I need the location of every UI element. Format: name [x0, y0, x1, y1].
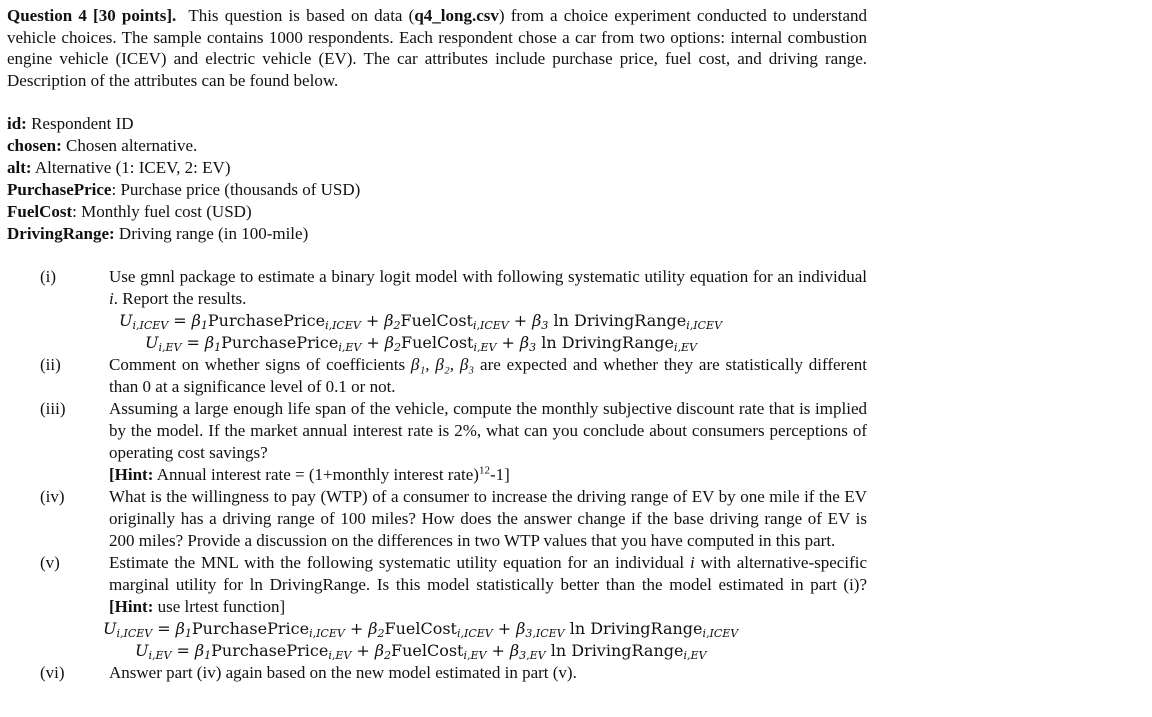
intro-text-1: This question is based on data ( — [188, 6, 415, 25]
part-ii: (ii) Comment on whether signs of coefficients β₁, β₂, β₃ are expected and whether they are statistically different than 0 at a significance level of 0.1 or not. — [40, 355, 867, 396]
def-alt: alt: Alternative (1: ICEV, 2: EV) — [7, 158, 231, 177]
equation-icev-1: $U_{i,ICEV}$ = $\beta_1PurchasePrice_{i,ICEV}$ + $\beta_2FuelCost_{i,ICEV} + \beta_3$ ln DrivingRange$_{i,ICEV}$ — [119, 311, 723, 332]
part-number: (i) — [40, 267, 57, 286]
part-vi: (vi) Answer part (iv) again based on the new model estimated in part (v). — [40, 663, 577, 682]
question-parts — [7, 266, 867, 684]
part-number: (vi) — [40, 663, 65, 682]
def-fuel-cost: FuelCost: Monthly fuel cost (USD) — [7, 202, 252, 221]
def-driving-range: DrivingRange: Driving range (in 100-mile) — [7, 224, 309, 243]
equation-ev-2: $U_{i,EV}$ = $\beta_1PurchasePrice_{i,EV}$ + $\beta_2FuelCost_{i,EV} + \beta_{3,EV}$ ln DrivingRange$_{i,EV}$ — [135, 641, 707, 662]
def-purchase-price: PurchasePrice: Purchase price (thousands of USD) — [7, 180, 361, 199]
part-iv: (iv) What is the willingness to pay (WTP) of a consumer to increase the driving range of EV by one mile if the EV originally has a driving range of 100 miles? How does the answer change if the base driving range of EV is 200 miles? Provide a discussion on the differences in two WTP values that you have computed in this part. — [40, 487, 867, 550]
def-id: id: Respondent ID — [7, 114, 134, 133]
question-label: Question 4 [30 points]. — [7, 6, 177, 25]
attribute-definitions — [7, 113, 867, 245]
part-number: (ii) — [40, 355, 61, 374]
question-intro — [7, 5, 867, 91]
part-number: (iii) — [40, 399, 66, 418]
part-iii: (iii) Assuming a large enough life span of the vehicle, compute the monthly subjective discount rate that is implied by the model. If the market annual interest rate is 2%, what can you conclude about consumers perceptions of operating cost savings? [Hint: Annual interest rate = (1+monthly interest rate)$^{12}$-1] — [40, 399, 867, 484]
part-i: (i) Use gmnl package to estimate a binary logit model with following systematic utility equation for an individual i. Report the results. — [40, 267, 867, 308]
data-filename: q4_long.csv — [414, 6, 499, 25]
part-number: (v) — [40, 553, 60, 572]
part-v: (v) Estimate the MNL with the following systematic utility equation for an individual i with alternative-specific marginal utility for ln DrivingRange. Is this model statistically better than the model estimated in part (i)? [Hint: use lrtest function] — [40, 553, 867, 616]
question-page — [7, 5, 867, 684]
part-number: (iv) — [40, 487, 65, 506]
equation-icev-2: $U_{i,ICEV}$ = $\beta_1PurchasePrice_{i,ICEV}$ + $\beta_2FuelCost_{i,ICEV} + \beta_{3,ICEV}$ ln DrivingRange$_{i,ICEV}$ — [103, 619, 739, 640]
intro-text-2: ) from a choice experiment conducted to understand vehicle choices. The sample contains 1000 respondents. Each respondent chose a car from two options: internal combustion engine vehicle (ICEV) and electric vehicle (EV). The car attributes include purchase price, fuel cost, and driving range. Description of the attributes can be found below. — [7, 6, 867, 90]
def-chosen: chosen: Chosen alternative. — [7, 136, 198, 155]
equation-ev-1: $U_{i,EV}$ = $\beta_1PurchasePrice_{i,EV}$ + $\beta_2FuelCost_{i,EV} + \beta_3$ ln DrivingRange$_{i,EV}$ — [145, 333, 698, 354]
